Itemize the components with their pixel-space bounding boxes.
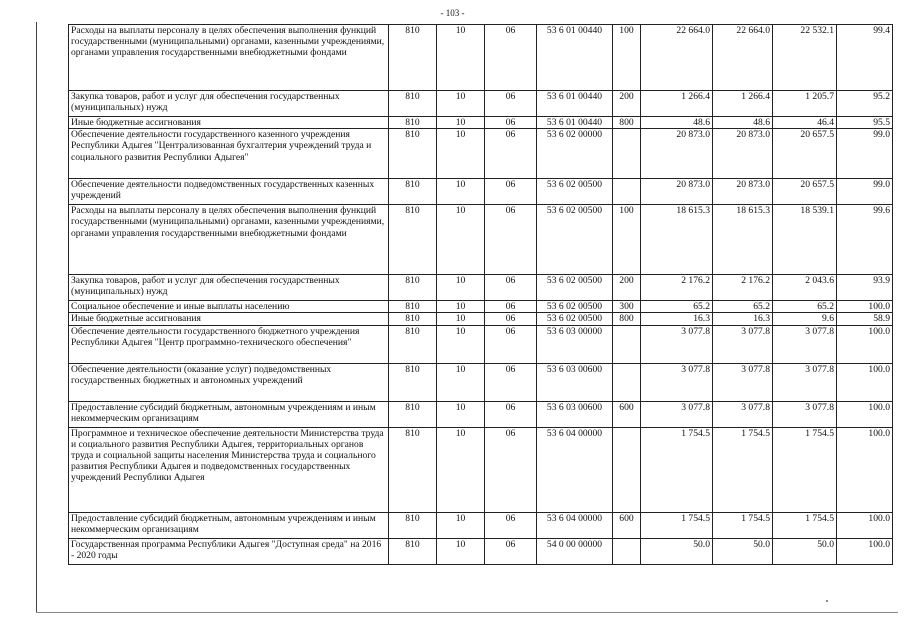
row-executed-amount: 20 657.5 — [773, 129, 837, 179]
row-subsection: 06 — [485, 538, 537, 564]
row-executed-amount: 65.2 — [773, 301, 837, 313]
row-target-item: 53 6 03 00600 — [537, 363, 613, 401]
row-executed-amount: 46.4 — [773, 117, 837, 129]
row-executed-amount: 18 539.1 — [773, 205, 837, 275]
row-execution-percent: 100.0 — [837, 427, 893, 512]
row-expense-type: 600 — [613, 401, 641, 427]
row-executed-amount: 3 077.8 — [773, 401, 837, 427]
row-revised-amount: 3 077.8 — [713, 363, 773, 401]
row-section: 10 — [437, 363, 485, 401]
table-row — [69, 401, 893, 427]
row-approved-amount: 3 077.8 — [641, 363, 713, 401]
row-target-item: 53 6 02 00500 — [537, 205, 613, 275]
row-subsection: 06 — [485, 325, 537, 363]
row-approved-amount: 1 754.5 — [641, 512, 713, 538]
page-number: - 103 - — [440, 8, 465, 18]
row-expense-type: 800 — [613, 313, 641, 325]
row-revised-amount: 20 873.0 — [713, 179, 773, 205]
row-target-item: 53 6 01 00440 — [537, 91, 613, 117]
row-name: Иные бюджетные ассигнования — [69, 117, 389, 129]
row-ministry-code: 810 — [389, 179, 437, 205]
row-executed-amount: 9.6 — [773, 313, 837, 325]
row-section: 10 — [437, 129, 485, 179]
table-row — [69, 25, 893, 91]
row-target-item: 54 0 00 00000 — [537, 538, 613, 564]
page-margin-line — [36, 22, 37, 612]
row-ministry-code: 810 — [389, 325, 437, 363]
table-row — [69, 301, 893, 313]
row-section: 10 — [437, 205, 485, 275]
row-ministry-code: 810 — [389, 363, 437, 401]
row-revised-amount: 3 077.8 — [713, 325, 773, 363]
row-subsection: 06 — [485, 205, 537, 275]
row-approved-amount: 3 077.8 — [641, 401, 713, 427]
row-name: Обеспечение деятельности государственного бюджетного учреждения Республики Адыгея "Центр программно-технического обеспечения" — [69, 325, 389, 363]
row-revised-amount: 2 176.2 — [713, 275, 773, 301]
table-row — [69, 512, 893, 538]
table-row — [69, 363, 893, 401]
row-revised-amount: 1 754.5 — [713, 427, 773, 512]
row-subsection: 06 — [485, 91, 537, 117]
row-ministry-code: 810 — [389, 301, 437, 313]
row-execution-percent: 100.0 — [837, 401, 893, 427]
row-executed-amount: 3 077.8 — [773, 363, 837, 401]
row-target-item: 53 6 02 00000 — [537, 129, 613, 179]
row-execution-percent: 99.0 — [837, 129, 893, 179]
row-approved-amount: 50.0 — [641, 538, 713, 564]
row-subsection: 06 — [485, 301, 537, 313]
table-row — [69, 179, 893, 205]
row-ministry-code: 810 — [389, 205, 437, 275]
row-ministry-code: 810 — [389, 25, 437, 91]
scan-dot — [826, 600, 828, 602]
row-expense-type: 100 — [613, 25, 641, 91]
row-execution-percent: 100.0 — [837, 512, 893, 538]
row-section: 10 — [437, 325, 485, 363]
row-expense-type — [613, 363, 641, 401]
row-expense-type — [613, 427, 641, 512]
row-expense-type: 100 — [613, 205, 641, 275]
row-execution-percent: 99.0 — [837, 179, 893, 205]
row-execution-percent: 99.4 — [837, 25, 893, 91]
row-approved-amount: 1 266.4 — [641, 91, 713, 117]
row-execution-percent: 100.0 — [837, 301, 893, 313]
row-expense-type — [613, 538, 641, 564]
row-target-item: 53 6 01 00440 — [537, 25, 613, 91]
row-name: Предоставление субсидий бюджетным, автономным учреждениям и иным некоммерческим организациям — [69, 512, 389, 538]
row-expense-type: 200 — [613, 91, 641, 117]
row-revised-amount: 50.0 — [713, 538, 773, 564]
row-executed-amount: 1 754.5 — [773, 512, 837, 538]
row-execution-percent: 99.6 — [837, 205, 893, 275]
table-row — [69, 117, 893, 129]
row-expense-type: 300 — [613, 301, 641, 313]
table-row — [69, 325, 893, 363]
row-expense-type — [613, 325, 641, 363]
row-revised-amount: 22 664.0 — [713, 25, 773, 91]
row-name: Обеспечение деятельности государственного казенного учреждения Республики Адыгея "Централизованная бухгалтерия учреждений труда и социального развития Республики Адыгея" — [69, 129, 389, 179]
table-row — [69, 538, 893, 564]
row-name: Расходы на выплаты персоналу в целях обеспечения выполнения функций государственными (муниципальными) органами, казенными учреждениями, органами управления государственными внебюджетными фондами — [69, 25, 389, 91]
row-target-item: 53 6 04 00000 — [537, 512, 613, 538]
row-revised-amount: 20 873.0 — [713, 129, 773, 179]
row-ministry-code: 810 — [389, 512, 437, 538]
row-approved-amount: 1 754.5 — [641, 427, 713, 512]
row-expense-type — [613, 129, 641, 179]
row-ministry-code: 810 — [389, 91, 437, 117]
row-name: Иные бюджетные ассигнования — [69, 313, 389, 325]
row-target-item: 53 6 03 00000 — [537, 325, 613, 363]
table-row — [69, 275, 893, 301]
page-bottom-line — [36, 612, 898, 613]
row-executed-amount: 20 657.5 — [773, 179, 837, 205]
table-row — [69, 91, 893, 117]
row-name: Обеспечение деятельности (оказание услуг) подведомственных государственных бюджетных и автономных учреждений — [69, 363, 389, 401]
row-ministry-code: 810 — [389, 117, 437, 129]
row-subsection: 06 — [485, 117, 537, 129]
row-approved-amount: 18 615.3 — [641, 205, 713, 275]
row-target-item: 53 6 02 00500 — [537, 301, 613, 313]
row-revised-amount: 1 754.5 — [713, 512, 773, 538]
row-target-item: 53 6 01 00440 — [537, 117, 613, 129]
row-section: 10 — [437, 179, 485, 205]
row-section: 10 — [437, 25, 485, 91]
row-execution-percent: 100.0 — [837, 325, 893, 363]
row-expense-type: 200 — [613, 275, 641, 301]
row-revised-amount: 18 615.3 — [713, 205, 773, 275]
row-revised-amount: 3 077.8 — [713, 401, 773, 427]
row-expense-type: 600 — [613, 512, 641, 538]
row-ministry-code: 810 — [389, 427, 437, 512]
row-expense-type: 800 — [613, 117, 641, 129]
row-name: Предоставление субсидий бюджетным, автономным учреждениям и иным некоммерческим организациям — [69, 401, 389, 427]
row-execution-percent: 93.9 — [837, 275, 893, 301]
row-ministry-code: 810 — [389, 401, 437, 427]
row-execution-percent: 100.0 — [837, 363, 893, 401]
row-target-item: 53 6 03 00600 — [537, 401, 613, 427]
row-target-item: 53 6 02 00500 — [537, 179, 613, 205]
row-name: Закупка товаров, работ и услуг для обеспечения государственных (муниципальных) нужд — [69, 275, 389, 301]
row-name: Государственная программа Республики Адыгея "Доступная среда" на 2016 - 2020 годы — [69, 538, 389, 564]
row-revised-amount: 16.3 — [713, 313, 773, 325]
row-subsection: 06 — [485, 275, 537, 301]
row-name: Социальное обеспечение и иные выплаты населению — [69, 301, 389, 313]
row-subsection: 06 — [485, 363, 537, 401]
row-executed-amount: 50.0 — [773, 538, 837, 564]
row-name: Обеспечение деятельности подведомственных государственных казенных учреждений — [69, 179, 389, 205]
row-target-item: 53 6 04 00000 — [537, 427, 613, 512]
row-subsection: 06 — [485, 129, 537, 179]
table-row — [69, 129, 893, 179]
table-row — [69, 313, 893, 325]
row-approved-amount: 20 873.0 — [641, 179, 713, 205]
row-execution-percent: 100.0 — [837, 538, 893, 564]
row-section: 10 — [437, 401, 485, 427]
row-executed-amount: 2 043.6 — [773, 275, 837, 301]
row-ministry-code: 810 — [389, 129, 437, 179]
row-name: Программное и техническое обеспечение деятельности Министерства труда и социального развития Республики Адыгея, территориальных органов труда и социальной защиты населения Министерства труда и социального развития Республики Адыгея и подведомственных государственных учреждений Республики Адыгея — [69, 427, 389, 512]
row-approved-amount: 3 077.8 — [641, 325, 713, 363]
row-executed-amount: 3 077.8 — [773, 325, 837, 363]
row-name: Закупка товаров, работ и услуг для обеспечения государственных (муниципальных) нужд — [69, 91, 389, 117]
row-section: 10 — [437, 117, 485, 129]
row-section: 10 — [437, 301, 485, 313]
row-approved-amount: 20 873.0 — [641, 129, 713, 179]
budget-table — [68, 24, 893, 565]
row-revised-amount: 65.2 — [713, 301, 773, 313]
row-execution-percent: 58.9 — [837, 313, 893, 325]
row-ministry-code: 810 — [389, 313, 437, 325]
row-subsection: 06 — [485, 179, 537, 205]
row-executed-amount: 22 532.1 — [773, 25, 837, 91]
row-subsection: 06 — [485, 401, 537, 427]
row-execution-percent: 95.2 — [837, 91, 893, 117]
row-section: 10 — [437, 538, 485, 564]
row-subsection: 06 — [485, 313, 537, 325]
row-section: 10 — [437, 275, 485, 301]
row-executed-amount: 1 205.7 — [773, 91, 837, 117]
row-approved-amount: 22 664.0 — [641, 25, 713, 91]
row-revised-amount: 1 266.4 — [713, 91, 773, 117]
row-target-item: 53 6 02 00500 — [537, 313, 613, 325]
row-execution-percent: 95.5 — [837, 117, 893, 129]
row-subsection: 06 — [485, 427, 537, 512]
row-ministry-code: 810 — [389, 275, 437, 301]
row-revised-amount: 48.6 — [713, 117, 773, 129]
table-row — [69, 427, 893, 512]
row-approved-amount: 16.3 — [641, 313, 713, 325]
row-approved-amount: 48.6 — [641, 117, 713, 129]
row-section: 10 — [437, 313, 485, 325]
row-section: 10 — [437, 91, 485, 117]
row-subsection: 06 — [485, 512, 537, 538]
row-subsection: 06 — [485, 25, 537, 91]
row-section: 10 — [437, 427, 485, 512]
row-approved-amount: 2 176.2 — [641, 275, 713, 301]
row-name: Расходы на выплаты персоналу в целях обеспечения выполнения функций государственными (муниципальными) органами, казенными учреждениями, органами управления государственными внебюджетными фондами — [69, 205, 389, 275]
row-expense-type — [613, 179, 641, 205]
table-row — [69, 205, 893, 275]
row-approved-amount: 65.2 — [641, 301, 713, 313]
row-section: 10 — [437, 512, 485, 538]
row-ministry-code: 810 — [389, 538, 437, 564]
row-executed-amount: 1 754.5 — [773, 427, 837, 512]
row-target-item: 53 6 02 00500 — [537, 275, 613, 301]
